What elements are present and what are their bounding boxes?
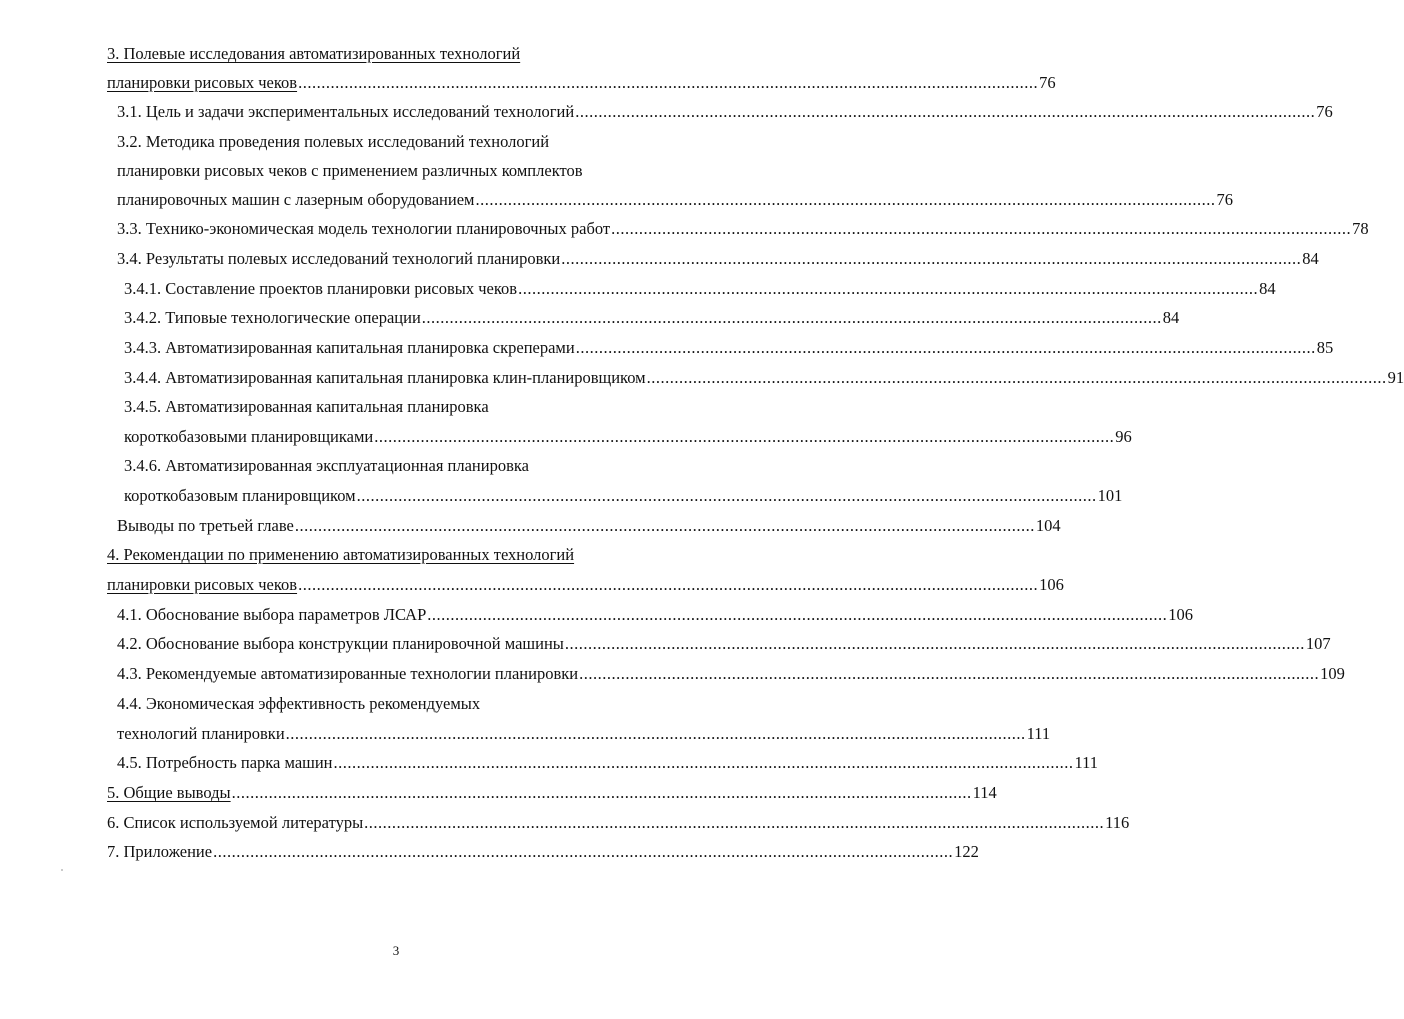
toc-entry-page: 101 bbox=[1097, 486, 1123, 505]
toc-entry-text: 4. Рекомендации по применению автоматизированных технологий bbox=[107, 545, 575, 564]
toc-entry-page: 91 bbox=[1387, 368, 1404, 387]
toc-entry-page: 76 bbox=[1039, 73, 1056, 92]
toc-entry-page: 111 bbox=[1074, 753, 1099, 772]
toc-entry-text: 4.1. Обоснование выбора параметров ЛСАР bbox=[117, 605, 427, 624]
toc-entry-3-2 bbox=[117, 186, 1233, 214]
toc-entry-page: 116 bbox=[1105, 813, 1130, 832]
dot-leader: ................................................................................................................................................................ bbox=[561, 249, 1302, 268]
toc-entry-3-4-5 bbox=[124, 423, 1132, 451]
toc-entry-text: 4.3. Рекомендуемые автоматизированные технологии планировки bbox=[117, 664, 579, 683]
dot-leader: ................................................................................................................................................................ bbox=[427, 605, 1168, 624]
dot-leader: ................................................................................................................................................................ bbox=[333, 753, 1074, 772]
toc-entry-text: 3.1. Цель и задачи экспериментальных исследований технологий bbox=[117, 102, 575, 121]
dot-leader: ................................................................................................................................................................ bbox=[611, 219, 1352, 238]
toc-entry-4-2 bbox=[117, 630, 1331, 658]
toc-entry-page: 76 bbox=[1316, 102, 1333, 121]
toc-entry-page: 84 bbox=[1259, 279, 1276, 298]
toc-entry-text: 3.4.4. Автоматизированная капитальная планировка клин-планировщиком bbox=[124, 368, 646, 387]
toc-entry-page: 106 bbox=[1168, 605, 1194, 624]
toc-entry-text: 5. Общие выводы bbox=[107, 783, 231, 802]
toc-entry-4-4 bbox=[117, 720, 1051, 748]
toc-entry-text: 3.4.5. Автоматизированная капитальная планировка bbox=[124, 397, 489, 416]
dot-leader: ................................................................................................................................................................ bbox=[364, 813, 1105, 832]
toc-entry-4-1 bbox=[117, 601, 1194, 629]
toc-entry-3-4 bbox=[117, 245, 1319, 273]
toc-entry-chapter-3 bbox=[107, 69, 1056, 97]
dot-leader: ................................................................................................................................................................ bbox=[421, 308, 1162, 327]
page-number: 3 bbox=[392, 943, 400, 958]
toc-entry-text: 3.4. Результаты полевых исследований технологий планировки bbox=[117, 249, 561, 268]
toc-entry-page: 84 bbox=[1302, 249, 1319, 268]
toc-entry-chapter-6 bbox=[107, 809, 1130, 837]
toc-entry-text: короткобазовым планировщиком bbox=[124, 486, 356, 505]
toc-entry-3-2-line-1 bbox=[117, 128, 549, 156]
toc-entry-page: 109 bbox=[1320, 664, 1345, 683]
toc-entry-page: 84 bbox=[1162, 308, 1180, 327]
dot-leader: ................................................................................................................................................................ bbox=[646, 368, 1387, 387]
toc-entry-text: планировки рисовых чеков bbox=[107, 575, 298, 594]
toc-entry-page: 107 bbox=[1305, 634, 1331, 653]
toc-entry-text: планировки рисовых чеков с применением различных комплектов bbox=[117, 161, 583, 180]
toc-entry-page: 106 bbox=[1039, 575, 1064, 594]
toc-entry-3-4-5-line-1 bbox=[124, 393, 489, 421]
toc-entry-text: 3.4.1. Составление проектов планировки рисовых чеков bbox=[124, 279, 518, 298]
dot-leader: ................................................................................................................................................................ bbox=[213, 842, 954, 861]
toc-entry-page: 104 bbox=[1035, 516, 1061, 535]
dot-leader: ................................................................................................................................................................ bbox=[356, 486, 1097, 505]
toc-entry-3-1 bbox=[117, 98, 1333, 126]
toc-entry-text: 4.4. Экономическая эффективность рекомендуемых bbox=[117, 694, 481, 713]
toc-entry-3-4-6-line-1 bbox=[124, 452, 529, 480]
toc-entry-text: планировочных машин с лазерным оборудованием bbox=[117, 190, 475, 209]
toc-entry-3-4-4 bbox=[124, 364, 1404, 392]
dot-leader: ................................................................................................................................................................ bbox=[285, 724, 1026, 743]
toc-entry-3-4-2 bbox=[124, 304, 1180, 332]
toc-entry-text: 6. Список используемой литературы bbox=[107, 813, 364, 832]
toc-entry-text: 3.4.3. Автоматизированная капитальная планировка скреперами bbox=[124, 338, 575, 357]
dot-leader: ................................................................................................................................................................ bbox=[579, 664, 1320, 683]
toc-entry-text: 3.3. Технико-экономическая модель технологии планировочных работ bbox=[117, 219, 611, 238]
toc-entry-3-4-6 bbox=[124, 482, 1123, 510]
toc-entry-page: 85 bbox=[1316, 338, 1334, 357]
dot-leader: ................................................................................................................................................................ bbox=[475, 190, 1216, 209]
dot-leader: ................................................................................................................................................................ bbox=[575, 102, 1316, 121]
toc-entry-page: 78 bbox=[1352, 219, 1369, 238]
dot-leader: ................................................................................................................................................................ bbox=[518, 279, 1259, 298]
toc-entry-page: 96 bbox=[1115, 427, 1132, 446]
dot-leader: ................................................................................................................................................................ bbox=[564, 634, 1305, 653]
toc-entry-text: 3.4.2. Типовые технологические операции bbox=[124, 308, 421, 327]
toc-entry-3-4-1 bbox=[124, 275, 1276, 303]
toc-heading-chapter-3 bbox=[107, 40, 520, 68]
toc-entry-text: 4.5. Потребность парка машин bbox=[117, 753, 333, 772]
toc-entry-text: 3. Полевые исследования автоматизированных технологий bbox=[107, 44, 521, 63]
toc-entry-text: 3.4.6. Автоматизированная эксплуатационная планировка bbox=[124, 456, 529, 475]
toc-entry-3-3 bbox=[117, 215, 1369, 243]
toc-entry-3-2-line-2 bbox=[117, 157, 583, 185]
dot-leader: ................................................................................................................................................................ bbox=[294, 516, 1035, 535]
toc-entry-4-5 bbox=[117, 749, 1099, 777]
dot-leader: ................................................................................................................................................................ bbox=[374, 427, 1115, 446]
toc-entry-chapter-3-conclusions bbox=[117, 512, 1061, 540]
toc-heading-chapter-4 bbox=[107, 541, 574, 569]
toc-entry-page: 122 bbox=[954, 842, 979, 861]
toc-entry-page: 111 bbox=[1026, 724, 1051, 743]
toc-entry-text: 7. Приложение bbox=[107, 842, 213, 861]
toc-entry-chapter-7 bbox=[107, 838, 979, 866]
toc-entry-4-3 bbox=[117, 660, 1345, 688]
toc-entry-text: короткобазовыми планировщиками bbox=[124, 427, 374, 446]
dot-leader: ................................................................................................................................................................ bbox=[231, 783, 972, 802]
toc-entry-chapter-4 bbox=[107, 571, 1064, 599]
toc-entry-text: 4.2. Обоснование выбора конструкции планировочной машины bbox=[117, 634, 564, 653]
toc-entry-4-4-line-1 bbox=[117, 690, 480, 718]
toc-entry-text: планировки рисовых чеков bbox=[107, 73, 298, 92]
dot-leader: ................................................................................................................................................................ bbox=[298, 73, 1039, 92]
toc-entry-chapter-5 bbox=[107, 779, 997, 807]
toc-entry-text: 3.2. Методика проведения полевых исследований технологий bbox=[117, 132, 550, 151]
toc-entry-page: 114 bbox=[972, 783, 997, 802]
toc-entry-text: Выводы по третьей главе bbox=[117, 516, 294, 535]
dot-leader: ................................................................................................................................................................ bbox=[575, 338, 1316, 357]
toc-entry-3-4-3 bbox=[124, 334, 1334, 362]
toc-entry-text: технологий планировки bbox=[117, 724, 285, 743]
scan-speck bbox=[61, 869, 63, 871]
toc-entry-page: 76 bbox=[1216, 190, 1233, 209]
dot-leader: ................................................................................................................................................................ bbox=[298, 575, 1039, 594]
